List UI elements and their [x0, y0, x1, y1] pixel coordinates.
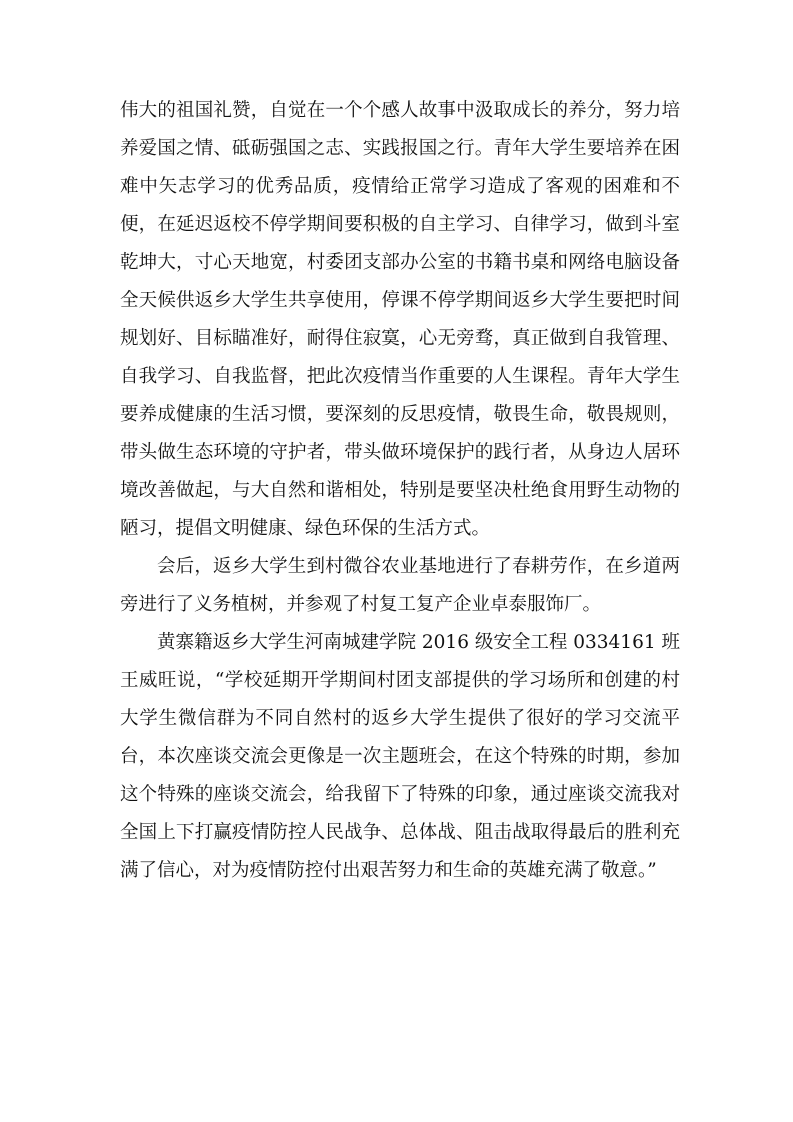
paragraph-student-quote: 黄寨籍返乡大学生河南城建学院 2016 级安全工程 0334161 班王威旺说，“学校延期开学期间村团支部提供的学习场所和创建的村大学生微信群为不同自然村的返乡大学生提供了很好的学习交流平台，本次座谈交流会更像是一次主题班会，在这个特殊的时期，参加这个特殊的座谈交流会，给我留下了特殊的印象，通过座谈交流我对全国上下打赢疫情防控人民战争、总体战、阻击战取得最后的胜利充满了信心，对为疫情防控付出艰苦努力和生命的英雄充满了敬意。”	[120, 632, 680, 881]
paragraph-continued: 伟大的祖国礼赞，自觉在一个个感人故事中汲取成长的养分，努力培养爱国之情、砥砺强国之志、实践报国之行。青年大学生要培养在困难中矢志学习的优秀品质，疫情给正常学习造成了客观的困难和不便，在延迟返校不停学期间要积极的自主学习、自律学习，做到斗室乾坤大，寸心天地宽，村委团支部办公室的书籍书桌和网络电脑设备全天候供返乡大学生共享使用，停课不停学期间返乡大学生要把时间规划好、目标瞄准好，耐得住寂寞，心无旁骛，真正做到自我管理、自我学习、自我监督，把此次疫情当作重要的人生课程。青年大学生要养成健康的生活习惯，要深刻的反思疫情，敬畏生命，敬畏规则，带头做生态环境的守护者，带头做环境保护的践行者，从身边人居环境改善做起，与大自然和谐相处，特别是要坚决杜绝食用野生动物的陋习，提倡文明健康、绿色环保的生活方式。	[120, 100, 680, 539]
paragraph-after-meeting: 会后，返乡大学生到村微谷农业基地进行了春耕劳作，在乡道两旁进行了义务植树，并参观了村复工复产企业卓泰服饰厂。	[120, 556, 680, 615]
article-body	[120, 92, 680, 890]
